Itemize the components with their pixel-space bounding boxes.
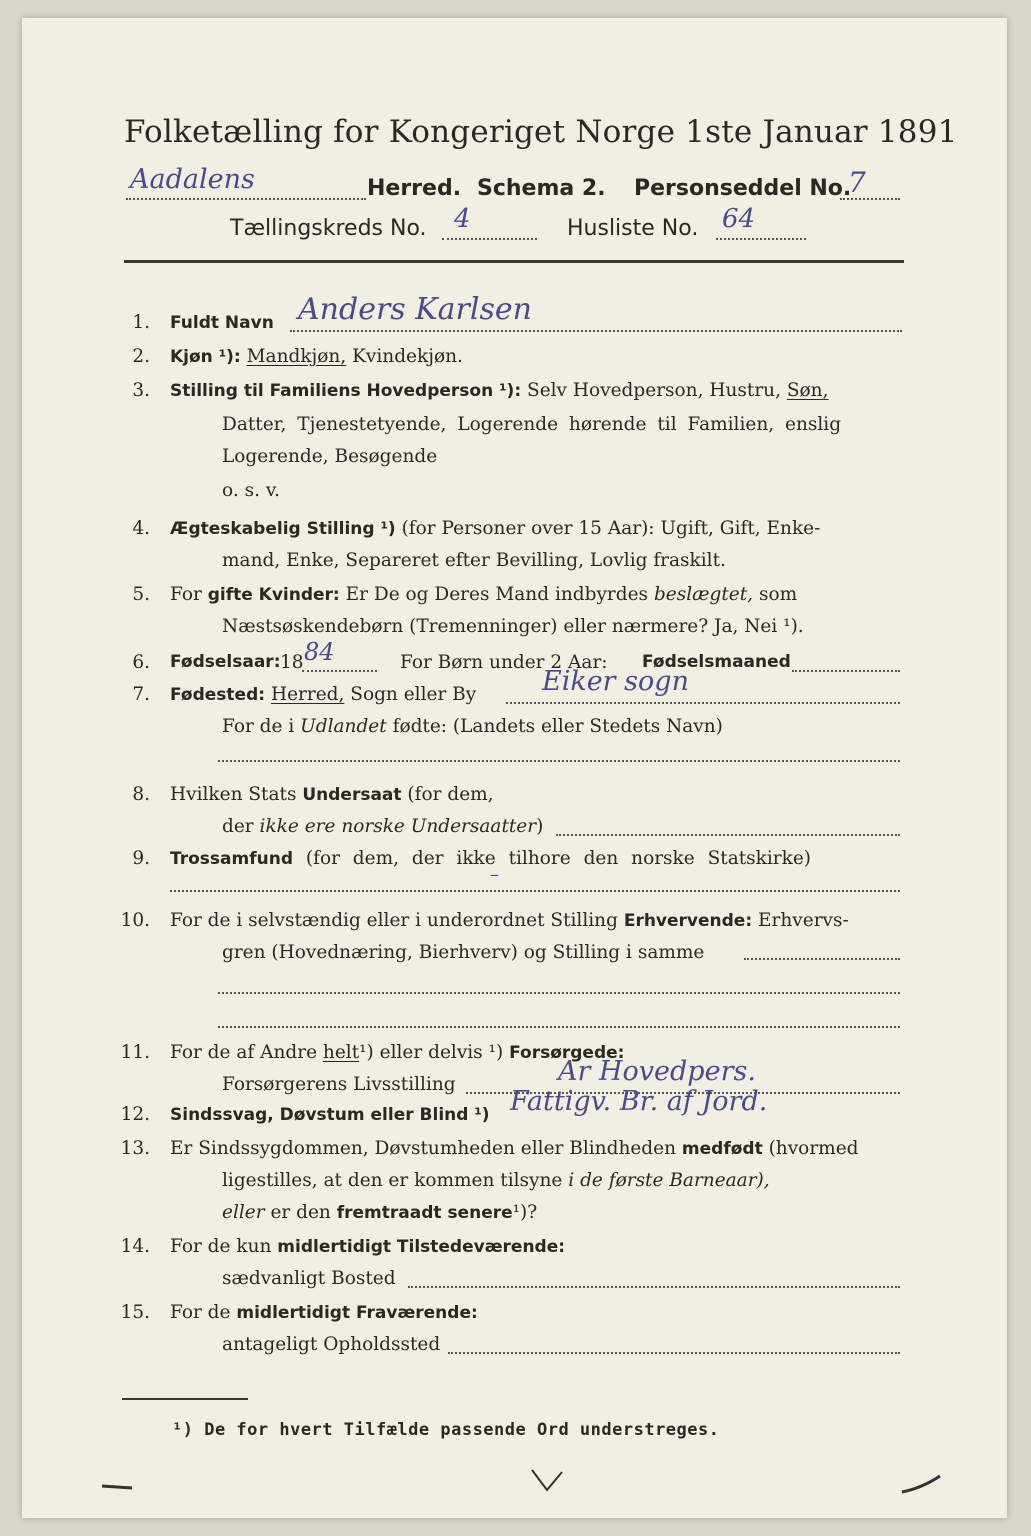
family-position-row [170, 380, 828, 401]
citizenship-line-2-italic: ikke ere norske Undersaatter [259, 816, 537, 837]
citizenship-close-paren: ) [536, 816, 544, 837]
congenital-line-2-text: ligestilles, at den er kommen tilsyne [222, 1170, 563, 1191]
foreign-birthplace-text: fødte: (Landets eller Stedets Navn) [392, 716, 723, 737]
congenital-row [170, 1138, 859, 1159]
sex-row [170, 346, 463, 367]
foreign-birthplace-abroad: Udlandet [300, 716, 387, 737]
sex-label: Kjøn ¹): [170, 347, 241, 367]
citizenship-fill-line [556, 834, 900, 836]
married-women-question: Er De og Deres Mand indbyrdes [345, 584, 649, 605]
item-number-10: 10. [120, 910, 150, 931]
item-number-11: 11. [120, 1042, 150, 1063]
occupation-fill-line-3 [218, 1026, 900, 1028]
family-position-line-3: Logerende, Besøgende [222, 446, 438, 467]
presumed-stay-label: antageligt Opholdssted [222, 1334, 441, 1355]
herred-label: Herred. [367, 176, 462, 201]
presumed-stay-fill-line [448, 1352, 900, 1354]
birthplace-fill-line [506, 702, 900, 704]
married-women-row [170, 584, 797, 605]
occupation-line-2: gren (Hovednæring, Bierhverv) og Stilling i samme [222, 942, 705, 963]
disability-handwritten: Fattigv. Br. af Jord. [510, 1086, 768, 1117]
congenital-line-3-label: fremtraadt senere [336, 1203, 513, 1223]
family-position-line-4: o. s. v. [222, 480, 280, 501]
husliste-label: Husliste No. [567, 216, 699, 241]
temporary-present-label: midlertidigt Tilstedeværende: [277, 1237, 566, 1257]
married-women-suffix: som [758, 584, 798, 605]
personseddel-fill-line [840, 198, 900, 200]
supported-row [170, 1042, 624, 1063]
congenital-line-3 [222, 1202, 537, 1223]
birth-year-fill-line [302, 670, 377, 672]
married-women-label: gifte Kvinder: [207, 585, 340, 605]
schema-label: Schema 2. [477, 176, 606, 201]
item-number-4: 4. [132, 518, 150, 539]
marital-status-options: (for Personer over 15 Aar): Ugift, Gift, Enke- [401, 518, 821, 539]
supported-label: Forsørgede: [509, 1043, 625, 1063]
family-position-son: Søn, [786, 380, 829, 401]
provider-occupation-handwritten: Ar Hovedpers. [558, 1056, 756, 1087]
form-title: Folketælling for Kongeriget Norge 1ste Januar 1891 [124, 114, 958, 150]
congenital-line-3-text: er den [270, 1202, 331, 1223]
supported-options: ¹) eller delvis ¹) [359, 1042, 504, 1063]
family-position-options: Selv Hovedperson, Hustru, [527, 380, 781, 401]
item-number-2: 2. [132, 346, 150, 367]
supported-prefix: For de af Andre [170, 1042, 318, 1063]
birthplace-options: Sogn eller By [350, 684, 477, 705]
married-women-line-2: Næstsøskendebørn (Tremenninger) eller nærmere? Ja, Nei ¹). [222, 616, 804, 637]
congenital-line-2-italic: i de første Barneaar), [568, 1170, 770, 1191]
occupation-label: Erhvervende: [623, 911, 753, 931]
birth-month-prompt: For Børn under 2 Aar: [400, 652, 608, 673]
item-number-12: 12. [120, 1104, 150, 1125]
occupation-prefix: For de i selvstændig eller i underordnet Stilling [170, 910, 618, 931]
congenital-label: medfødt [681, 1139, 763, 1159]
religion-question: (for dem, der ikke tilhore den norske Statskirke) [305, 848, 811, 869]
husliste-handwritten: 64 [722, 204, 756, 234]
sex-option-male: Mandkjøn, [246, 346, 347, 367]
foreign-birthplace-fill-line [218, 760, 900, 762]
birth-month-fill-line [792, 670, 900, 672]
temporary-absent-prefix: For de [170, 1302, 231, 1323]
married-women-prefix: For [170, 584, 202, 605]
disability-label: Sindssvag, Døvstum eller Blind ¹) [170, 1105, 490, 1125]
birth-month-label: Fødselsmaaned [642, 652, 791, 672]
item-number-15: 15. [120, 1302, 150, 1323]
family-position-label: Stilling til Familiens Hovedperson ¹): [170, 381, 522, 401]
item-number-1: 1. [132, 312, 150, 333]
citizenship-line-2 [222, 816, 543, 837]
married-women-related: beslægtet, [653, 584, 754, 605]
birth-year-prefix: 18 [280, 652, 304, 673]
birth-year-handwritten: 84 [304, 638, 335, 666]
full-name-fill-line [290, 330, 902, 332]
item-number-14: 14. [120, 1236, 150, 1257]
occupation-row [170, 910, 849, 931]
congenital-line-2 [222, 1170, 770, 1191]
citizenship-prefix: Hvilken Stats [170, 784, 297, 805]
occupation-suffix: Erhvervs- [758, 910, 849, 931]
item-number-9: 9. [132, 848, 150, 869]
occupation-fill-line-1 [744, 958, 900, 960]
item-number-7: 7. [132, 684, 150, 705]
footnote-rule [122, 1398, 248, 1400]
temporary-present-prefix: For de kun [170, 1236, 272, 1257]
congenital-line-3-or: eller [222, 1202, 265, 1223]
birthplace-row [170, 684, 476, 705]
foreign-birthplace-row [222, 716, 723, 737]
congenital-line-3-suffix: ¹)? [512, 1202, 538, 1223]
item-number-5: 5. [132, 584, 150, 605]
supported-fully: helt [322, 1042, 360, 1063]
temporary-absent-row [170, 1302, 478, 1323]
personseddel-label: Personseddel No. [634, 176, 852, 201]
taellingskreds-handwritten: 4 [454, 204, 471, 234]
sex-option-female: Kvindekjøn. [352, 346, 463, 367]
item-number-6: 6. [132, 652, 150, 673]
usual-residence-label: sædvanligt Bosted [222, 1268, 396, 1289]
congenital-question: Er Sindssygdommen, Døvstumheden eller Blindheden [170, 1138, 677, 1159]
citizenship-suffix: (for dem, [407, 784, 494, 805]
taellingskreds-fill-line [442, 238, 537, 240]
foreign-birthplace-prefix: For de i [222, 716, 295, 737]
religion-fill-line [170, 890, 900, 892]
citizenship-line-2-prefix: der [222, 816, 254, 837]
marital-status-row [170, 518, 820, 539]
item-number-8: 8. [132, 784, 150, 805]
census-form-sheet [22, 18, 1007, 1518]
religion-handwritten: – [490, 864, 499, 885]
birthplace-option-herred: Herred, [270, 684, 345, 705]
birthplace-handwritten: Eiker sogn [542, 666, 689, 697]
citizenship-label: Undersaat [302, 785, 402, 805]
occupation-fill-line-2 [218, 992, 900, 994]
usual-residence-fill-line [408, 1286, 900, 1288]
birthplace-label: Fødested: [170, 685, 266, 705]
birth-year-label: Fødselsaar: [170, 652, 281, 672]
husliste-fill-line [716, 238, 806, 240]
congenital-suffix: (hvormed [768, 1138, 859, 1159]
personseddel-handwritten: 7 [848, 166, 866, 199]
full-name-handwritten: Anders Karlsen [298, 292, 532, 327]
religion-label: Trossamfund [170, 849, 293, 869]
full-name-label: Fuldt Navn [170, 313, 274, 333]
temporary-present-row [170, 1236, 565, 1257]
taellingskreds-label: Tællingskreds No. [230, 216, 427, 241]
pen-marks-decoration [92, 1468, 952, 1518]
temporary-absent-label: midlertidigt Fraværende: [236, 1303, 478, 1323]
item-number-3: 3. [132, 380, 150, 401]
citizenship-row [170, 784, 494, 805]
header-rule [124, 260, 904, 263]
item-number-13: 13. [120, 1138, 150, 1159]
marital-status-line-2: mand, Enke, Separeret efter Bevilling, Lovlig fraskilt. [222, 550, 726, 571]
marital-status-label: Ægteskabelig Stilling ¹) [170, 519, 396, 539]
footnote: ¹) De for hvert Tilfælde passende Ord understreges. [172, 1420, 720, 1440]
provider-occupation-label: Forsørgerens Livsstilling [222, 1074, 456, 1095]
herred-handwritten: Aadalens [130, 164, 255, 195]
family-position-line-2: Datter, Tjenestetyende, Logerende hørende til Familien, enslig [222, 414, 842, 435]
herred-fill-line [126, 198, 366, 200]
